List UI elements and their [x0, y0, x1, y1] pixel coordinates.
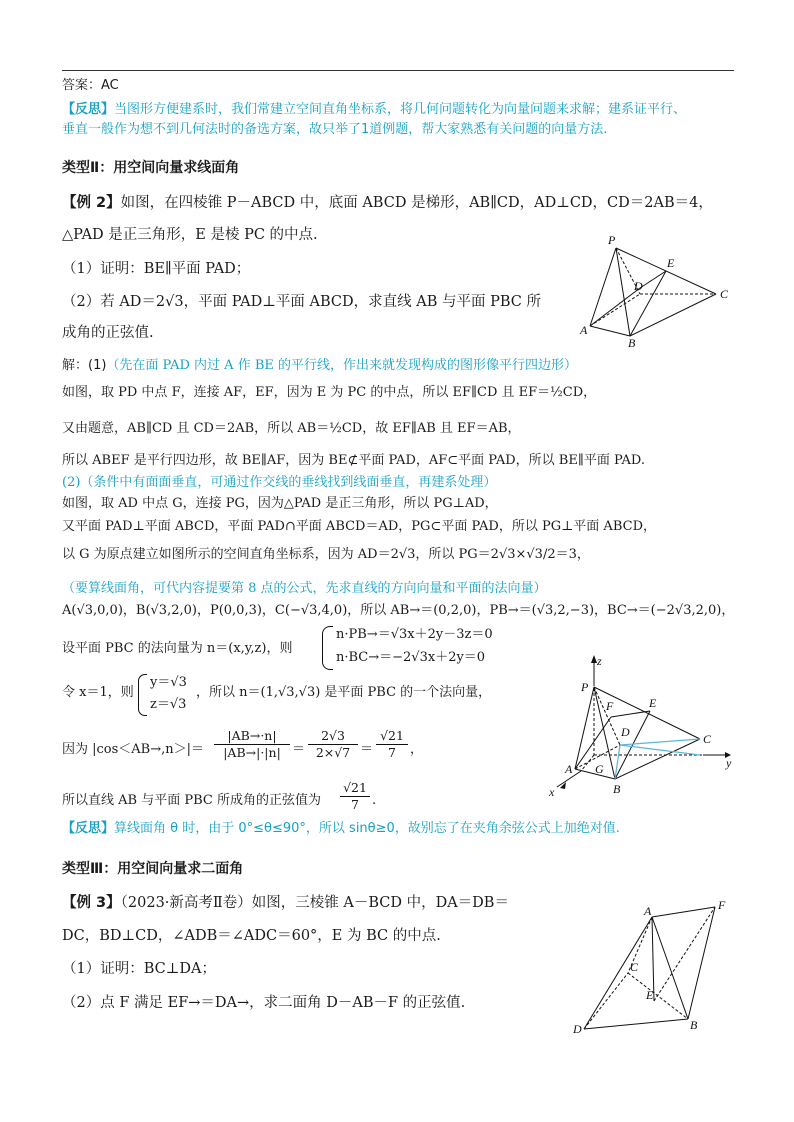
label-e: E — [646, 988, 654, 1002]
label-b: B — [613, 782, 621, 796]
label-y: y — [726, 756, 732, 770]
solution-2-let-x: 令 x＝1，则 — [62, 685, 134, 700]
solution-1-line-3: 所以 ABEF 是平行四边形，故 BE∥AF，因为 BE⊄平面 PAD，AF⊂平面 PAD，所以 BE∥平面 PAD. — [62, 453, 646, 468]
fraction-1-numerator: |AB→·n| — [214, 728, 290, 745]
solution-1-line-1: 如图，取 PD 中点 F，连接 AF，EF，因为 E 为 PC 的中点，所以 EF∥CD 且 EF＝½CD， — [62, 385, 597, 400]
reflection-1-line-1 — [62, 101, 686, 119]
equals-1: ＝ — [292, 742, 306, 757]
example-3-tag: 【例 3】 — [62, 895, 121, 911]
header-rule — [62, 70, 734, 71]
solution-2-normal-setup: 设平面 PBC 的法向量为 n＝(x,y,z)，则 — [62, 641, 293, 656]
label-p: P — [608, 233, 616, 247]
example-3-text: （2023·新高考Ⅱ卷）如图，三棱锥 A－BCD 中，DA＝DB＝ — [120, 895, 509, 911]
fraction-3-numerator: √21 — [376, 728, 408, 745]
reflection-2-tag: 【反思】 — [62, 821, 115, 836]
edge-ad — [590, 294, 640, 326]
solution-2-coordinates: A(√3,0,0)，B(√3,2,0)，P(0,0,3)，C(−√3,4,0)，所以 AB→＝(0,2,0)，PB→＝(√3,2,−3)，BC→＝(−2√3,2,0)， — [62, 603, 735, 618]
example-3-question-2: （2）点 F 满足 EF→＝DA→，求二面角 D－AB－F 的正弦值. — [62, 995, 466, 1011]
conclusion-denominator: 7 — [351, 797, 359, 812]
example-2-question-1: （1）证明：BE∥平面 PAD； — [62, 261, 251, 277]
example-2-tag: 【例 2】 — [62, 195, 121, 211]
example-2-line-1 — [62, 194, 713, 212]
edge-pa — [590, 248, 616, 326]
label-e: E — [649, 696, 657, 710]
reflection-tag: 【反思】 — [62, 102, 115, 117]
edge-af — [652, 907, 715, 917]
fraction-1 — [214, 728, 290, 761]
edge-ef — [654, 907, 715, 1001]
edge-bc — [630, 294, 716, 336]
fraction-2-denominator: 2×√7 — [315, 745, 351, 760]
equals-2: ＝ — [360, 742, 374, 757]
solution-1-hint-text: （先在面 PAD 内过 A 作 BE 的平行线，作出来就发现构成的图形像平行四边形） — [106, 358, 578, 373]
label-c: C — [630, 960, 639, 974]
period: . — [372, 793, 377, 808]
edge-pa — [575, 687, 594, 769]
edge-pc — [594, 687, 700, 739]
label-g: G — [595, 762, 604, 776]
solution-1-line-2: 又由题意，AB∥CD 且 CD＝2AB，所以 AB＝½CD，故 EF∥AB 且 EF＝AB， — [62, 421, 521, 436]
example-2-question-2: （2）若 AD＝2√3，平面 PAD⊥平面 ABCD，求直线 AB 与平面 PBC 所 — [62, 294, 541, 310]
edge-da — [584, 917, 652, 1029]
conclusion-fraction — [340, 780, 370, 813]
edge-af — [575, 717, 611, 769]
coordinate-figure-2 — [545, 655, 735, 800]
label-p: P — [581, 680, 589, 694]
solution-1-hint — [62, 357, 577, 375]
reflection-2-text: 算线面角 θ 时，由于 0°≤θ≤90°，所以 sinθ≥0，故别忘了在夹角余弦公式上加绝对值. — [114, 821, 620, 836]
edge-pb — [616, 248, 630, 336]
conclusion-numerator: √21 — [340, 780, 370, 797]
type-2-heading: 类型Ⅱ：用空间向量求线面角 — [62, 160, 240, 176]
label-z: z — [597, 655, 602, 668]
edge-db — [584, 1019, 688, 1029]
solution-2-cos-prefix: 因为 |cos＜AB→,n＞|＝ — [62, 742, 205, 757]
system-1-equation-a: n·PB→＝√3x＋2y－3z＝0 — [336, 627, 493, 642]
edge-fe — [640, 271, 666, 288]
solution-2-conclusion: 所以直线 AB 与平面 PBC 所成角的正弦值为 — [62, 793, 321, 808]
label-c: C — [703, 732, 712, 746]
fraction-2-numerator: 2√3 — [308, 728, 358, 745]
system-2-equation-a: y＝√3 — [150, 675, 187, 690]
system-2-equation-b: z＝√3 — [150, 697, 187, 712]
fraction-3-denominator: 7 — [388, 745, 396, 760]
label-d: D — [634, 279, 643, 293]
edge-fe — [611, 711, 650, 717]
label-d: D — [621, 725, 630, 739]
solution-2-line-2: 又平面 PAD⊥平面 ABCD，平面 PAD∩平面 ABCD＝AD，PG⊂平面 PAD，所以 PG⊥平面 ABCD， — [62, 519, 656, 534]
fraction-2 — [308, 728, 358, 761]
label-c: C — [720, 287, 729, 301]
solution-2-normal-result: ，所以 n＝(1,√3,√3) 是平面 PBC 的一个法向量， — [196, 685, 492, 700]
label-a: A — [580, 323, 588, 337]
system-brace-2 — [138, 674, 147, 716]
reflection-1-line-2: 垂直一般作为想不到几何法时的备选方案，故只举了1道例题，帮大家熟悉有关问题的向量方法. — [62, 122, 608, 137]
example-2-question-2-cont: 成角的正弦值. — [62, 325, 154, 341]
type-3-heading: 类型Ⅲ：用空间向量求二面角 — [62, 861, 244, 877]
pyramid-figure-3 — [570, 895, 740, 1035]
answer-line: 答案：AC — [62, 78, 119, 93]
fraction-3 — [376, 728, 408, 761]
pyramid-figure-1 — [578, 230, 738, 348]
solution-2-hint: (2)（条件中有面面垂直，可通过作交线的垂线找到线面垂直，再建系处理） — [62, 475, 497, 490]
example-2-text: 如图，在四棱锥 P－ABCD 中，底面 ABCD 是梯形，AB∥CD，AD⊥CD，CD＝2AB＝4， — [120, 195, 713, 211]
edge-af — [590, 288, 640, 326]
solution-2-line-1: 如图，取 AD 中点 G，连接 PG，因为△PAD 是正三角形，所以 PG⊥AD， — [62, 496, 498, 511]
solution-2-line-3: 以 G 为原点建立如图所示的空间直角坐标系，因为 AD＝2√3，所以 PG＝2√3×√3/2＝3， — [62, 547, 590, 562]
example-2-line-2: △PAD 是正三角形，E 是棱 PC 的中点. — [62, 227, 318, 243]
system-brace-1 — [322, 626, 333, 670]
reflection-text: 当图形方便建系时，我们常建立空间直角坐标系，将几何问题转化为向量问题来求解；建系证平行、 — [114, 102, 687, 117]
example-3-line-1 — [62, 894, 509, 912]
example-3-question-1: （1）证明：BC⊥DA； — [62, 961, 216, 977]
example-3-line-2: DC，BD⊥CD，∠ADB＝∠ADC＝60°，E 为 BC 的中点. — [62, 928, 441, 944]
label-f: F — [718, 898, 726, 912]
edge-db-blue — [620, 745, 700, 755]
solution-2-hint-2: （要算线面角，可代内容提要第 8 点的公式，先求直线的方向向量和平面的法向量） — [62, 581, 547, 596]
label-x: x — [549, 785, 555, 799]
comma: ， — [410, 742, 424, 757]
label-b: B — [628, 336, 636, 348]
edge-ab — [590, 326, 630, 336]
label-d: D — [573, 1022, 582, 1035]
solution-prefix: 解：(1) — [62, 358, 107, 373]
system-1-equation-b: n·BC→＝−2√3x＋2y＝0 — [336, 650, 486, 665]
reflection-2-line — [62, 820, 620, 838]
label-a: A — [644, 904, 652, 918]
label-b: B — [690, 1018, 698, 1032]
edge-dc — [584, 973, 628, 1029]
edge-ab — [652, 917, 688, 1019]
label-e: E — [667, 256, 675, 270]
fraction-1-denominator: |AB→|·|n| — [223, 745, 281, 760]
label-a: A — [565, 762, 573, 776]
label-f: F — [606, 699, 614, 713]
edge-fb — [688, 907, 715, 1019]
edge-cb — [628, 973, 688, 1019]
